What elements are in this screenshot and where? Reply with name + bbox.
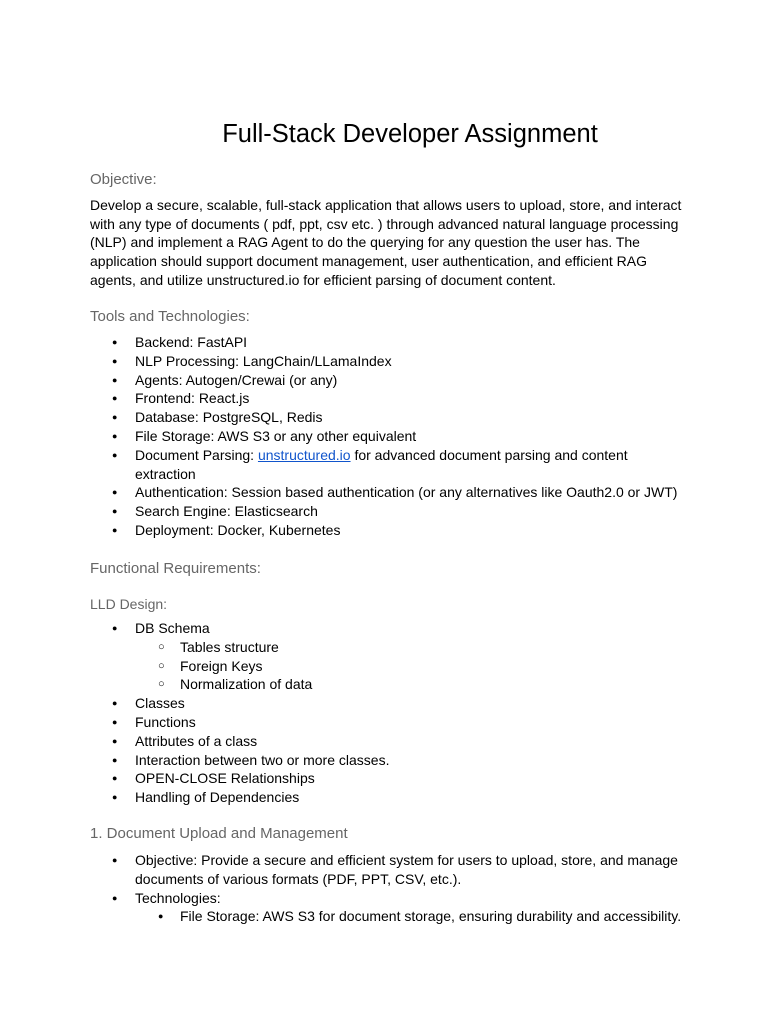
bullet-icon: ● bbox=[112, 792, 118, 803]
bullet-icon: ● bbox=[112, 892, 118, 903]
bullet-icon: ● bbox=[112, 698, 118, 709]
bullet-icon: ● bbox=[112, 506, 118, 517]
list-item: ● Backend: FastAPI bbox=[112, 334, 248, 350]
objective-heading: Objective: bbox=[90, 171, 157, 188]
bullet-icon: ● bbox=[158, 911, 164, 922]
db-schema-sublist bbox=[135, 638, 690, 694]
sub-list-item: ○ Tables structure bbox=[158, 638, 279, 655]
list-item: ● Handling of Dependencies bbox=[112, 789, 300, 806]
list-item: ● Classes bbox=[112, 695, 185, 712]
document-upload-list bbox=[90, 851, 690, 926]
unstructured-io-link[interactable]: unstructured.io bbox=[257, 446, 351, 463]
list-item: ● Deployment: Docker, Kubernetes bbox=[112, 521, 341, 538]
bullet-icon: ● bbox=[112, 754, 118, 765]
bullet-icon: ● bbox=[112, 716, 118, 727]
list-item: ● Authentication: Session based authentication (or any alternatives like Oauth2.0 or JWT) bbox=[112, 484, 678, 501]
lld-list bbox=[90, 619, 690, 807]
bullet-icon: ● bbox=[112, 773, 118, 784]
bullet-icon: ● bbox=[112, 735, 118, 746]
list-item: ● Agents: Autogen/Crewai (or any) bbox=[112, 371, 338, 388]
document-title: Full-Stack Developer Assignment bbox=[222, 120, 598, 148]
bullet-icon: ● bbox=[112, 393, 118, 404]
tools-heading: Tools and Technologies: bbox=[90, 308, 250, 325]
circle-bullet-icon: ○ bbox=[158, 640, 165, 653]
tools-list bbox=[90, 333, 690, 540]
circle-bullet-icon: ○ bbox=[158, 678, 165, 691]
list-item: ● File Storage: AWS S3 or any other equivalent bbox=[112, 427, 417, 444]
list-item: ● Search Engine: Elasticsearch bbox=[112, 503, 318, 520]
bullet-icon: ● bbox=[112, 355, 118, 366]
bullet-icon: ● bbox=[112, 374, 118, 385]
list-item: ● Interaction between two or more classes. bbox=[112, 751, 390, 768]
lld-design-heading: LLD Design: bbox=[90, 596, 168, 612]
bullet-icon: ● bbox=[112, 623, 118, 633]
list-item-technologies: ● Technologies: ● File Storage: AWS S3 for document storage, ensuring durability and accessibility. bbox=[90, 889, 690, 927]
list-item: ● NLP Processing: LangChain/LLamaIndex bbox=[112, 352, 392, 369]
list-item-document-parsing: ● Document Parsing: unstructured.io for advanced document parsing and content extraction bbox=[112, 446, 628, 482]
technologies-sublist bbox=[135, 907, 690, 926]
bullet-icon: ● bbox=[112, 412, 118, 423]
objective-paragraph: Develop a secure, scalable, full-stack application that allows users to upload, store, and interact with any type of documents ( pdf, ppt, csv etc. ) through advanced natural language processing (NLP) and implement a RAG Agent to do the querying for any question the user has. The application should support document management, user authentication, and efficient RAG agents, and utilize unstructured.io for efficient parsing of document content. bbox=[90, 197, 682, 288]
sub-list-item: ● File Storage: AWS S3 for document storage, ensuring durability and accessibility. bbox=[158, 908, 682, 925]
bullet-icon: ● bbox=[112, 855, 118, 865]
bullet-icon: ● bbox=[112, 337, 118, 347]
bullet-icon: ● bbox=[112, 487, 118, 498]
list-item: ● Frontend: React.js bbox=[112, 390, 250, 407]
list-item: ● Database: PostgreSQL, Redis bbox=[112, 409, 323, 426]
list-item: ● Attributes of a class bbox=[112, 732, 258, 749]
list-item: ● OPEN-CLOSE Relationships bbox=[112, 770, 315, 787]
document-upload-heading: 1. Document Upload and Management bbox=[90, 825, 348, 842]
list-item: ● Objective: Provide a secure and efficient system for users to upload, store, and manage documents of various formats (PDF, PPT, CSV, etc.). bbox=[112, 852, 678, 887]
list-item: ● Functions bbox=[112, 713, 196, 730]
circle-bullet-icon: ○ bbox=[158, 659, 165, 672]
list-item-db-schema: ● DB Schema ○ Tables structure ○ Foreign Keys ○ Normalization of data bbox=[90, 619, 690, 694]
bullet-icon: ● bbox=[112, 524, 118, 535]
bullet-icon: ● bbox=[112, 449, 118, 460]
sub-list-item: ○ Foreign Keys bbox=[158, 657, 263, 674]
bullet-icon: ● bbox=[112, 430, 118, 441]
sub-list-item: ○ Normalization of data bbox=[158, 676, 313, 693]
functional-requirements-heading: Functional Requirements: bbox=[90, 560, 261, 577]
